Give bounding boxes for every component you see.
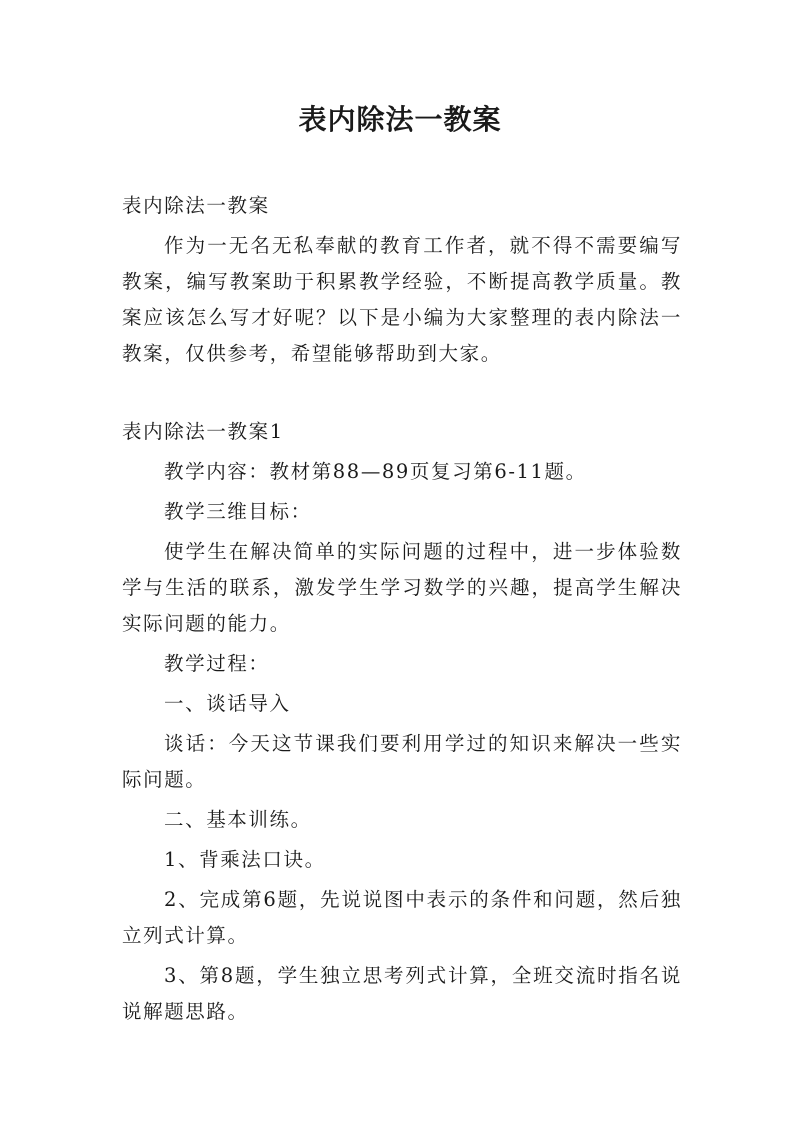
- paragraph-item-1: 1、背乘法口诀。: [164, 848, 326, 871]
- document-title: 表内除法一教案: [298, 103, 502, 136]
- paragraph-process-heading: 教学过程：: [164, 652, 270, 675]
- paragraph-item-2: 2、完成第6题，先说说图中表示的条件和问题，然后独立列式计算。: [122, 888, 682, 947]
- paragraph-teaching-content: 教学内容：教材第88—89页复习第6-11题。: [164, 460, 587, 483]
- paragraph-subtitle: 表内除法一教案: [122, 194, 270, 217]
- paragraph-talk: 谈话：今天这节课我们要利用学过的知识来解决一些实际问题。: [122, 732, 682, 791]
- document-body: [122, 188, 682, 1034]
- paragraph-step-one-heading: 一、谈话导入: [164, 692, 291, 715]
- paragraph-objectives-heading: 教学三维目标：: [164, 500, 312, 523]
- paragraph-section-heading: 表内除法一教案1: [122, 420, 284, 443]
- paragraph-objectives: 使学生在解决简单的实际问题的过程中，进一步体验数学与生活的联系，激发学生学习数学的兴趣，提高学生解决实际问题的能力。: [122, 540, 682, 635]
- paragraph-item-3: 3、第8题，学生独立思考列式计算，全班交流时指名说说解题思路。: [122, 964, 682, 1023]
- paragraph-step-two-heading: 二、基本训练。: [164, 808, 312, 831]
- paragraph-intro: 作为一无名无私奉献的教育工作者，就不得不需要编写教案，编写教案助于积累教学经验，不断提高教学质量。教案应该怎么写才好呢？以下是小编为大家整理的表内除法一教案，仅供参考，希望能够帮助到大家。: [122, 234, 682, 365]
